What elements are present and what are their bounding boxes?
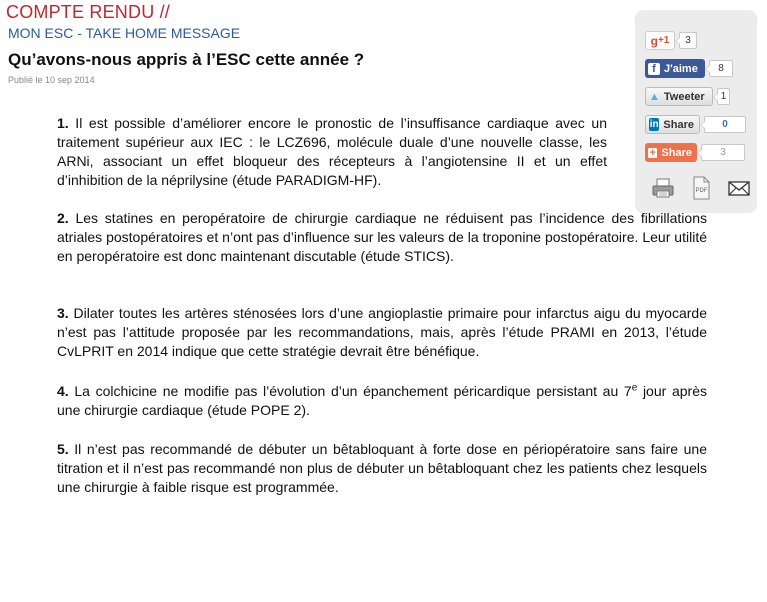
pdf-icon[interactable] (689, 176, 713, 200)
twitter-bird-icon: ▲ (649, 90, 660, 103)
publish-date: Publié le 10 sep 2014 (8, 75, 95, 85)
section-kicker: COMPTE RENDU // (6, 2, 171, 22)
article-tools (651, 176, 751, 200)
plus-icon: + (649, 146, 656, 159)
twitter-label: Tweeter (663, 90, 705, 103)
point-3 (57, 304, 707, 361)
gplus-button[interactable] (645, 31, 675, 50)
facebook-count: 8 (709, 60, 733, 77)
share-panel (635, 10, 757, 213)
facebook-like-button[interactable] (645, 59, 705, 78)
gplus-row (645, 30, 697, 51)
point-text: Les statines en peropératoire de chirurgie cardiaque ne réduisent pas l’incidence des fibrillations atriales postopératoires et n’ont pas d’influence sur les valeurs de la troponine postopératoire. Leur utilité en peropératoire est donc maintenant discutable (étude STICS). (57, 210, 707, 264)
tweet-button[interactable] (645, 87, 713, 106)
linkedin-label: Share (663, 118, 694, 131)
twitter-row (645, 86, 730, 107)
point-number: 4. (57, 383, 69, 399)
superscript-e: e (631, 382, 638, 394)
print-icon[interactable] (651, 176, 675, 200)
point-number: 5. (57, 441, 69, 457)
point-text-after: jour après une chirurgie cardiaque (étude POPE 2). (57, 383, 707, 418)
facebook-row (645, 58, 733, 79)
gplus-count: 3 (679, 32, 697, 49)
article-title: Qu’avons-nous appris à l’ESC cette année ? (8, 50, 365, 69)
point-number: 3. (57, 305, 69, 321)
pdf-icon-label: PDF (695, 188, 708, 194)
point-number: 2. (57, 210, 69, 226)
gplus-icon: g (650, 33, 658, 48)
linkedin-row (645, 114, 746, 135)
point-1 (57, 114, 607, 190)
sharethis-button[interactable] (645, 143, 697, 162)
email-icon[interactable] (727, 176, 751, 200)
section-subkicker[interactable]: MON ESC - TAKE HOME MESSAGE (8, 25, 241, 41)
point-2 (57, 209, 707, 266)
twitter-count: 1 (717, 88, 730, 105)
sharethis-row (645, 142, 745, 163)
point-text: La colchicine ne modifie pas l’évolution d’un épanchement péricardique persistant au 7 (68, 383, 632, 399)
facebook-icon: f (648, 63, 660, 75)
facebook-label: J'aime (664, 62, 698, 75)
point-5 (57, 440, 707, 497)
linkedin-icon: in (649, 119, 659, 130)
point-text: Dilater toutes les artères sténosées lors d’une angioplastie primaire pour infarctus aigu du myocarde n’est pas l’attitude proposée par les recommandations, mais, après l’étude PRAMI en 2013, l’étude CvLPRIT en 2014 indique que cette stratégie devrait être bénéfique. (57, 305, 707, 359)
point-4 (57, 382, 707, 420)
sharethis-label: Share (661, 146, 692, 159)
sharethis-count: 3 (701, 144, 745, 161)
point-text: Il est possible d’améliorer encore le pronostic de l’insuffisance cardiaque avec un traitement supérieur aux IEC : le LCZ696, molécule duale d’une nouvelle classe, les ARNi, associant un effet bloqueur des récepteurs à l’angiotensine II et un effet d’inhibition de la néprilysine (étude PARADIGM-HF). (57, 115, 607, 188)
linkedin-share-button[interactable] (645, 115, 700, 134)
point-text: Il n’est pas recommandé de débuter un bêtabloquant à forte dose en périopératoire sans faire une titration et il n’est pas recommandé non plus de débuter un bêtabloquant chez les patients chez lesquels une chirurgie à faible risque est programmée. (57, 441, 707, 495)
linkedin-count: 0 (704, 116, 746, 133)
point-number: 1. (57, 115, 69, 131)
gplus-label: +1 (657, 35, 670, 46)
